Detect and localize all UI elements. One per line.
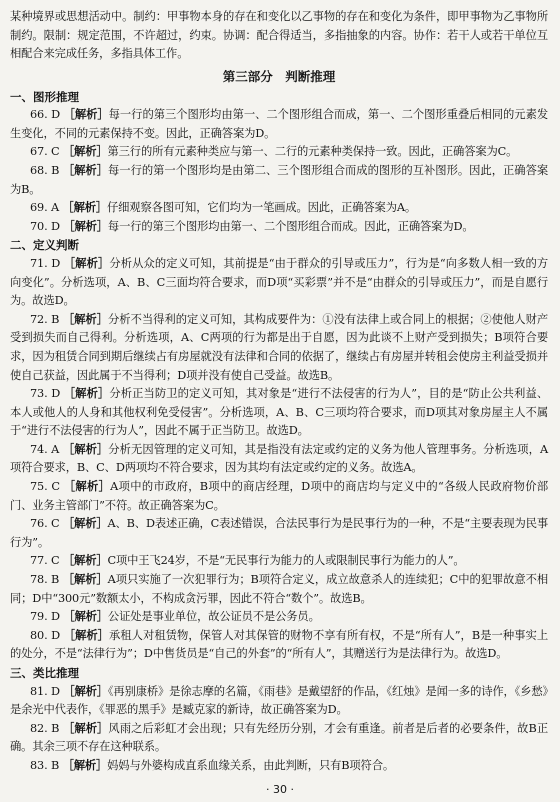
answer-number: 70. D [30,219,60,233]
analysis-tag: ［解析］ [62,554,108,568]
intro-paragraph: 某种境界或思想活动中。制约：甲事物本身的存在和变化以乙事物的存在和变化为条件，即甲事物为乙事物所制约。限制：规定范围，不许超过，约束。协调：配合得适当，多指抽象的内容。协作：若干人或若干单位互相配合来完成任务，多指具体工作。 [10,10,548,61]
analysis-tag: ［解析］ [62,758,108,772]
answer-number: 75. C [30,480,60,494]
answer-number: 69. A [30,201,59,215]
section-title: 二、定义判断 [10,238,79,253]
answer-number: 80. D [30,628,61,642]
answer-number: 71. D [30,256,61,270]
answer-number: 72. B [30,312,60,326]
analysis-tag: ［解析］ [62,721,109,735]
answer-item [10,478,548,515]
answer-item [10,515,548,552]
analysis-text: 第三行的所有元素种类应与第一、二行的元素种类保持一致。因此，正确答案为C。 [107,145,518,159]
answer-item [10,571,548,608]
part-title: 第三部分 判断推理 [222,68,336,84]
section-title: 一、图形推理 [10,89,79,104]
answer-number: 68. B [30,164,60,178]
analysis-text: 分析不当得利的定义可知，其构成要件为：①没有法律上或合同上的根据；②使他人财产受到损失而自己得利。分析选项，A、C两项的行为都是出于自愿，因为此谈不上财产受到损失；B项符合要求，因为租赁合同到期后继续占有房屋就没有法律和合同的依据了，继续占有房屋并转租会使房主利益受损并使自己获益，因此属于不当得利；D项并没有使自己受益。故选B。 [10,312,549,382]
section-title: 三、类比推理 [10,666,79,680]
answer-item [10,608,548,627]
analysis-text: 每一行的第一个图形均是由第二、三个图形组合而成的图形的互补图形。因此，正确答案为B。 [10,164,549,196]
answer-item [10,106,548,143]
analysis-text: 妈妈与外婆构成直系血缘关系，由此判断，只有B项符合。 [107,758,394,772]
analysis-tag: ［解析］ [63,387,110,401]
answer-number: 81. D [30,684,60,698]
answer-item [10,199,548,218]
answer-item [10,255,548,311]
analysis-tag: ［解析］ [63,108,109,122]
analysis-tag: ［解析］ [63,610,108,624]
analysis-tag: ［解析］ [62,517,108,531]
analysis-text: A、B、D表述正确，C表述错误，合法民事行为是民事行为的一种，不是“主要表现为民事行为”。 [10,517,548,549]
answer-item [10,627,548,664]
answer-number: 76. C [30,517,60,531]
answer-item [10,218,548,237]
analysis-tag: ［解析］ [62,573,108,587]
answer-number: 67. C [30,145,60,159]
analysis-text: 仔细观察各图可知，它们均为一笔画成。因此，正确答案为A。 [107,201,416,215]
analysis-tag: ［解析］ [62,164,108,178]
answer-number: 82. B [30,721,60,735]
analysis-text: 分析无因管理的定义可知，其是指没有法定或约定的义务为他人管理事务。分析选项，A项符合要求，B、C、D两项均不符合要求，因为其均有法定或约定的义务。故选A。 [10,442,548,475]
analysis-tag: ［解析］ [63,480,111,494]
answer-number: 77. C [30,554,60,568]
analysis-text: 公证处是事业单位，故公证员不是公务员。 [107,610,320,624]
answer-item [10,162,548,199]
analysis-text: 《再别康桥》是徐志摩的名篇，《雨巷》是戴望舒的作品，《红烛》是闻一多的诗作，《乡愁》是余光中代表作，《罪恶的黑手》是臧克家的新诗，故正确答案为D。 [10,684,548,717]
answer-item [10,441,548,478]
analysis-tag: ［解析］ [62,312,108,326]
analysis-text: A项只实施了一次犯罪行为；B项符合定义，成立故意杀人的连续犯；C中的犯罪故意不相同；D中“300元”数额太小，不构成贪污罪，因此不符合“数个”。故选B。 [10,573,548,605]
answer-number: 74. A [30,442,60,456]
answer-item [10,683,548,720]
answer-item [10,143,548,162]
answer-item [10,720,548,757]
analysis-text: 承租人对租赁物，保管人对其保管的财物不享有所有权，不是“所有人”，B是一种事实上的处分，不是“法律行为”；D中售货员是“自己的外套”的“所有人”，其赠送行为是法律行为。故选D。 [10,628,548,661]
answer-item [10,757,548,776]
analysis-tag: ［解析］ [63,256,110,270]
analysis-tag: ［解析］ [63,219,108,233]
analysis-text: 每一行的第三个图形均由第一、二个图形组合而成。因此，正确答案为D。 [107,219,474,233]
answer-item [10,385,548,441]
analysis-text: A项中的市政府，B项中的商店经理，D项中的商店均与定义中的“各级人民政府物价部门、业务主管部门”不符。故正确答案为C。 [10,480,548,512]
answer-item [10,311,548,385]
answer-number: 78. B [30,573,60,587]
analysis-tag: ［解析］ [62,145,108,159]
page-number: · 30 · [266,783,294,796]
analysis-tag: ［解析］ [62,201,108,215]
analysis-text: C项中王飞24岁，不是“无民事行为能力的人或限制民事行为能力的人”。 [107,554,465,568]
answer-item [10,552,548,571]
answer-number: 73. D [30,387,61,401]
answer-number: 79. D [30,610,60,624]
analysis-tag: ［解析］ [63,684,108,698]
analysis-text: 分析正当防卫的定义可知，其对象是“进行不法侵害的行为人”，目的是“防止公共利益、本人或他人的人身和其他权利免受侵害”。分析选项，A、B、C三项均符合要求，而D项其对象房屋主人不属于“进行不法侵害的行为人”，因此不属于正当防卫。故选D。 [10,387,548,438]
analysis-tag: ［解析］ [63,628,110,642]
analysis-text: 每一行的第三个图形均由第一、二个图形组合而成，第一、二个图形重叠后相同的元素发生变化，不同的元素保持不变。因此，正确答案为D。 [10,108,548,140]
answer-number: 83. B [30,758,60,772]
answer-number: 66. D [30,108,60,122]
analysis-tag: ［解析］ [62,442,109,456]
analysis-text: 分析从众的定义可知，其前提是“由于群众的引导或压力”，行为是“向多数人相一致的方向变化”。分析选项，A、B、C三面均符合要求，而D项“买彩票”并不是“由群众的引导或压力”，而是自愿行为。故选D。 [10,256,548,308]
sections-container [10,88,548,776]
analysis-text: 风雨之后彩虹才会出现；只有先经历分别，才会有重逢。前者是后者的必要条件，故B正确。其余三项不存在这种联系。 [10,721,548,754]
